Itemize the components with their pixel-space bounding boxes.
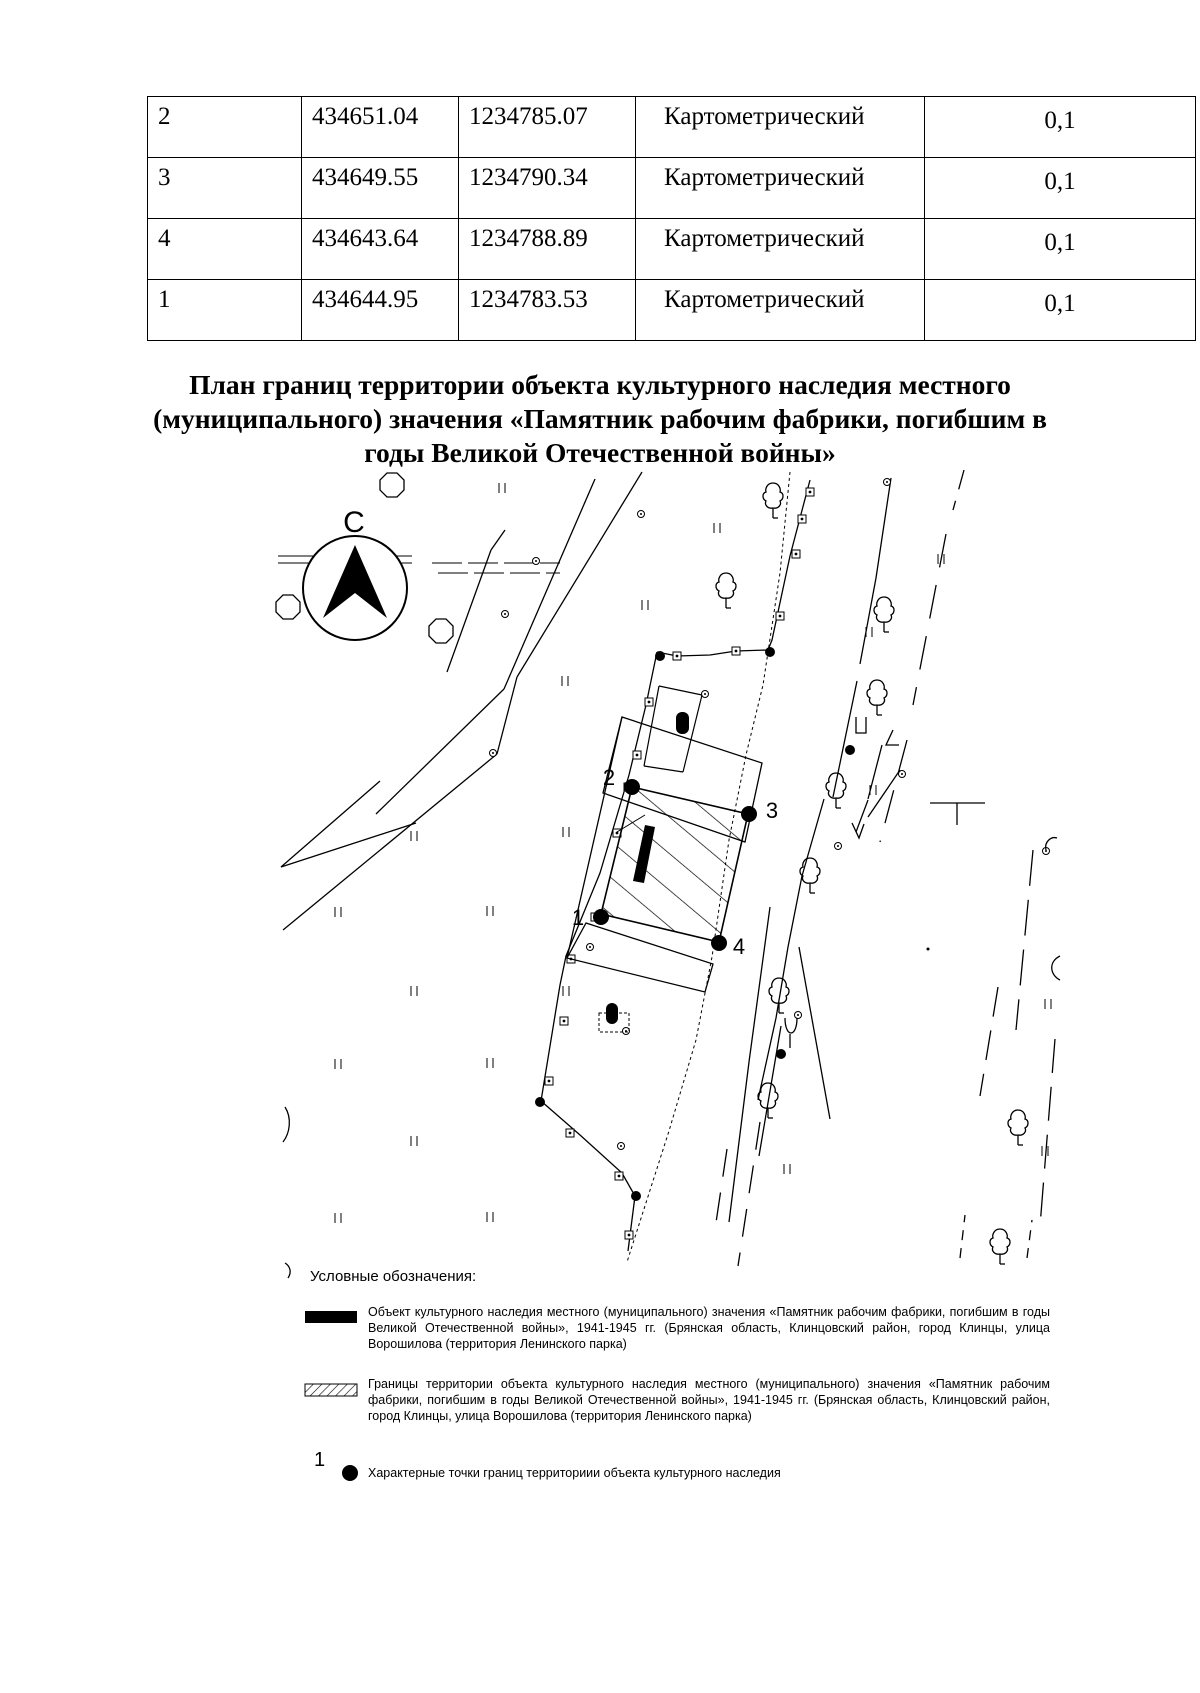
legend-item-points-text: Характерные точки границ территориии объекта культурного наследия [368,1466,781,1480]
method: Картометрический [664,164,865,191]
point-label: 4 [732,934,746,959]
legend-point-symbol [342,1465,358,1481]
point-number: 4 [158,225,171,252]
point-number: 3 [158,164,171,191]
method: Картометрический [664,225,865,252]
heritage-territory-boundary [601,787,748,942]
coordinate-x: 434651.04 [312,103,419,130]
method: Картометрический [664,286,865,313]
north-arrow-icon [278,506,412,640]
coordinate-y: 1234788.89 [469,225,588,252]
point-label: 2 [602,765,616,790]
legend-heading: Условные обозначения: [310,1268,477,1285]
title-line: (муниципального) значения «Памятник рабочим фабрики, погибшим в [153,403,1047,434]
point-number: 2 [158,103,171,130]
precision: 0,1 [1044,168,1076,195]
point-label: 1 [571,905,585,930]
legend-territory-symbol [305,1384,357,1396]
title-line: План границ территории объекта культурного наследия местного [189,369,1011,400]
legend-point-number: 1 [314,1449,326,1471]
legend-object-symbol [305,1311,357,1323]
title-line: годы Великой Отечественной войны» [364,437,836,468]
coordinate-y: 1234785.07 [469,103,588,130]
coordinate-x: 434643.64 [312,225,419,252]
precision: 0,1 [1044,290,1076,317]
precision: 0,1 [1044,107,1076,134]
coordinate-x: 434649.55 [312,164,419,191]
street-lines [714,470,1055,1266]
method: Картометрический [664,103,865,130]
coordinate-x: 434644.95 [312,286,419,313]
north-label: С [343,506,365,539]
precision: 0,1 [1044,229,1076,256]
point-number: 1 [158,286,171,313]
coordinate-y: 1234783.53 [469,286,588,313]
coordinate-y: 1234790.34 [469,164,588,191]
legend-item-object-text: Объект культурного наследия местного (муниципального) значения «Памятник рабочим фабрики, погибшим в годы Великой Отечественной войны», 1941-1945 гг. (Брянская область, Клинцовский район, город Клинцы, улица Ворошилова (территория Ленинского парка) [368,1305,1050,1351]
point-label: 3 [765,798,779,823]
legend-item-territory-text: Границы территории объекта культурного наследия местного (муниципального) значения «Памятник рабочим фабрики, погибшим в годы Великой Отечественной войны», 1941-1945 гг. (Брянская область, Клинцовский район, город Клинцы, улица Ворошилова (территория Ленинского парка) [368,1377,1050,1423]
